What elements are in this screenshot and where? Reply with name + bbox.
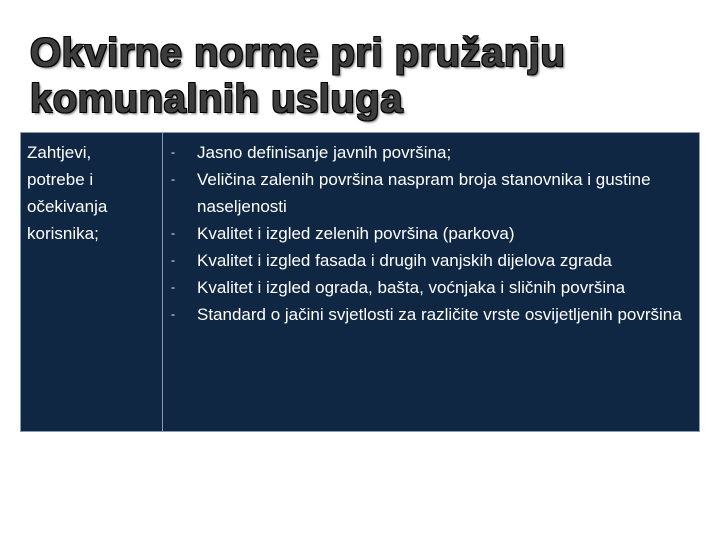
requirements-list [167, 139, 689, 328]
category-cell [21, 133, 163, 432]
bullet-dash: - [171, 253, 175, 267]
bullet-dash: - [171, 145, 175, 159]
bullet-dash: - [171, 172, 175, 186]
page-title [30, 30, 690, 122]
list-item-text: Veličina zalenih površina naspram broja stanovnika i gustine naseljenosti [197, 170, 651, 216]
list-item [167, 247, 689, 274]
list-item [167, 301, 689, 328]
category-line: potrebe i [27, 170, 94, 189]
list-item [167, 139, 689, 166]
bullet-dash: - [171, 226, 175, 240]
category-line: Zahtjevi, [27, 143, 92, 162]
list-item-text: Jasno definisanje javnih površina; [197, 143, 452, 162]
title-line-2: komunalnih usluga [30, 77, 403, 121]
norms-table [20, 132, 700, 432]
requirements-cell [163, 133, 700, 432]
bullet-dash: - [171, 307, 175, 321]
list-item [167, 166, 689, 220]
list-item-text: Standard o jačini svjetlosti za različite vrste osvijetljenih površina [197, 305, 682, 324]
title-line-1: Okvirne norme pri pružanju [30, 31, 566, 75]
category-line: korisnika; [27, 224, 99, 243]
list-item-text: Kvalitet i izgled ograda, bašta, voćnjaka i sličnih površina [197, 278, 626, 297]
table-row [21, 133, 700, 432]
list-item-text: Kvalitet i izgled zelenih površina (parkova) [197, 224, 515, 243]
category-line: očekivanja [27, 197, 108, 216]
list-item-text: Kvalitet i izgled fasada i drugih vanjskih dijelova zgrada [197, 251, 612, 270]
bullet-dash: - [171, 280, 175, 294]
list-item [167, 274, 689, 301]
list-item [167, 220, 689, 247]
